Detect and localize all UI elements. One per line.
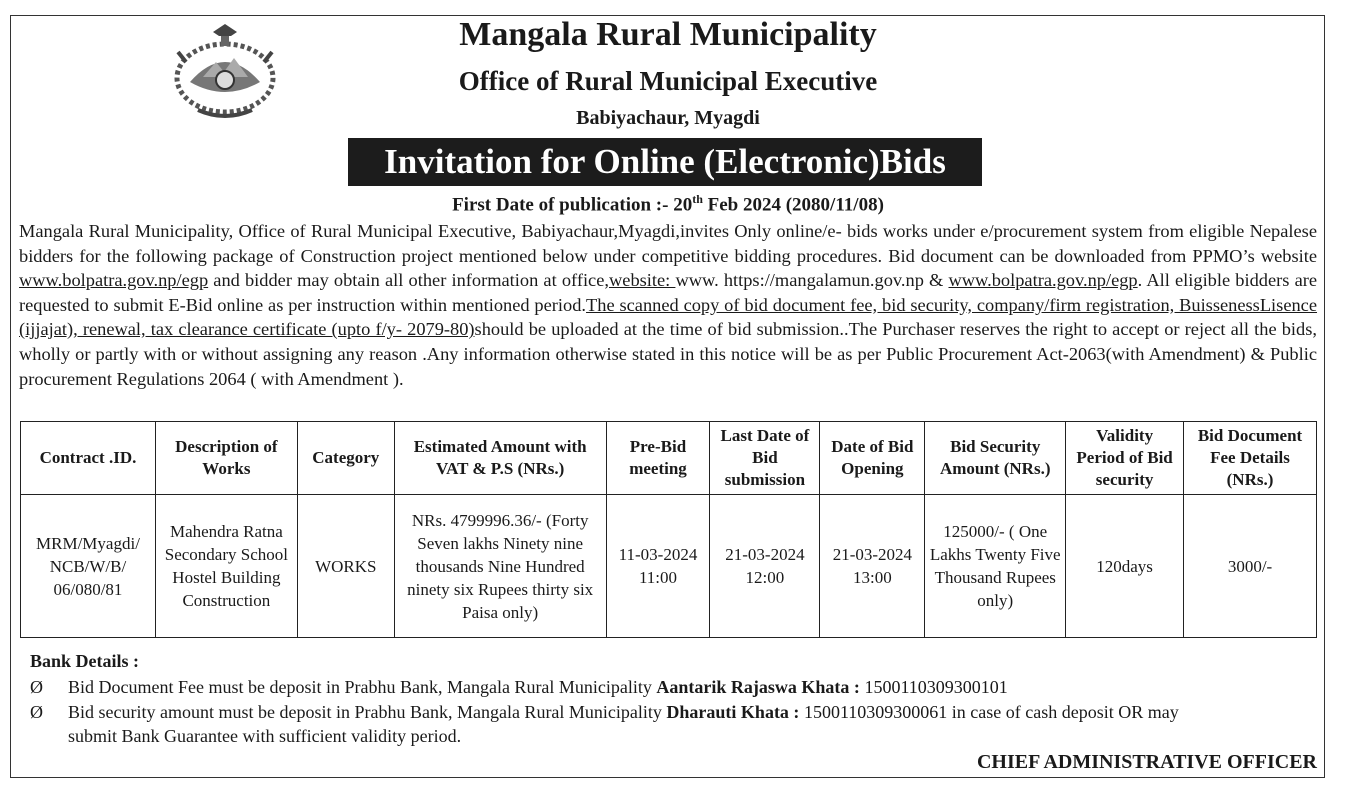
col-contract-id: Contract .ID. bbox=[21, 422, 156, 495]
cell-category: WORKS bbox=[297, 495, 394, 638]
cell-validity: 120days bbox=[1066, 495, 1184, 638]
col-prebid: Pre-Bid meeting bbox=[606, 422, 710, 495]
bank-details-title: Bank Details : bbox=[30, 651, 140, 671]
col-bid-security: Bid Security Amount (NRs.) bbox=[925, 422, 1066, 495]
cell-prebid: 11-03-2024 11:00 bbox=[606, 495, 710, 638]
bank-item-security: Ø Bid security amount must be deposit in Prabhu Bank, Mangala Rural Municipality Dharauti Khata : 1500110309300061 in case of cash deposit OR may submit Bank Guarantee with sufficient validity period. bbox=[30, 702, 1179, 746]
cell-description: Mahendra Ratna Secondary School Hostel Building Construction bbox=[155, 495, 297, 638]
office-name: Office of Rural Municipal Executive bbox=[458, 66, 878, 96]
bullet-icon: Ø bbox=[30, 702, 43, 722]
cell-amount: NRs. 4799996.36/- (Forty Seven lakhs Ninety nine thousands Nine Hundred ninety six Rupees thirty six Paisa only) bbox=[394, 495, 606, 638]
cell-contract-id: MRM/Myagdi/ NCB/W/B/ 06/080/81 bbox=[21, 495, 156, 638]
col-fee: Bid Document Fee Details (NRs.) bbox=[1184, 422, 1317, 495]
cell-opening: 21-03-2024 13:00 bbox=[820, 495, 925, 638]
cell-security: 125000/- ( One Lakhs Twenty Five Thousand Rupees only) bbox=[925, 495, 1066, 638]
bolpatra-link-2[interactable]: www.bolpatra.gov.np/egp bbox=[948, 270, 1138, 291]
cell-last-date: 21-03-2024 12:00 bbox=[710, 495, 820, 638]
org-name: Mangala Rural Municipality bbox=[459, 16, 877, 53]
bolpatra-link[interactable]: www.bolpatra.gov.np/egp bbox=[19, 270, 209, 291]
notice-banner: Invitation for Online (Electronic)Bids bbox=[348, 138, 982, 186]
col-last-date: Last Date of Bid submission bbox=[710, 422, 820, 495]
col-estimated-amount: Estimated Amount with VAT & P.S (NRs.) bbox=[394, 422, 606, 495]
cell-fee: 3000/- bbox=[1184, 495, 1317, 638]
bid-table bbox=[20, 421, 1317, 638]
col-description: Description of Works bbox=[155, 422, 297, 495]
col-validity: Validity Period of Bid security bbox=[1066, 422, 1184, 495]
table-header-row bbox=[21, 422, 1317, 495]
table-row bbox=[21, 495, 1317, 638]
col-opening-date: Date of Bid Opening bbox=[820, 422, 925, 495]
publication-date: First Date of publication :- 20th Feb 2024 (2080/11/08) bbox=[452, 192, 884, 216]
office-location: Babiyachaur, Myagdi bbox=[576, 107, 760, 129]
bank-item-fee: Ø Bid Document Fee must be deposit in Prabhu Bank, Mangala Rural Municipality Aantarik Rajaswa Khata : 1500110309300101 bbox=[30, 677, 1008, 697]
col-category: Category bbox=[297, 422, 394, 495]
bullet-icon: Ø bbox=[30, 677, 43, 697]
signatory: CHIEF ADMINISTRATIVE OFFICER bbox=[976, 751, 1317, 773]
notice-paragraph: Mangala Rural Municipality, Office of Rural Municipal Executive, Babiyachaur,Myagdi,invites Only online/e- bids works under e/procurement system from eligible Nepalese bidders for the following package of Construction project mentioned below under competitive bidding procedures. Bid document can be downloaded from PPMO’s website www.bolpatra.gov.np/egp and bidder may obtain all other information at office,website: www. https://mangalamun.gov.np & www.bolpatra.gov.np/egp. All eligible bidders are requested to submit E-Bid online as per instruction within mentioned period.The scanned copy of bid document fee, bid security, company/firm registration, BuissenessLisence (ijjajat), renewal, tax clearance certificate (upto f/y- 2079-80)should be uploaded at the time of bid submission..The Purchaser reserves the right to accept or reject all the bids, wholly or partly with or without assigning any reason .Any information otherwise stated in this notice will be as per Public Procurement Act-2063(with Amendment) & Public procurement Regulations 2064 ( with Amendment ). bbox=[19, 221, 1318, 389]
